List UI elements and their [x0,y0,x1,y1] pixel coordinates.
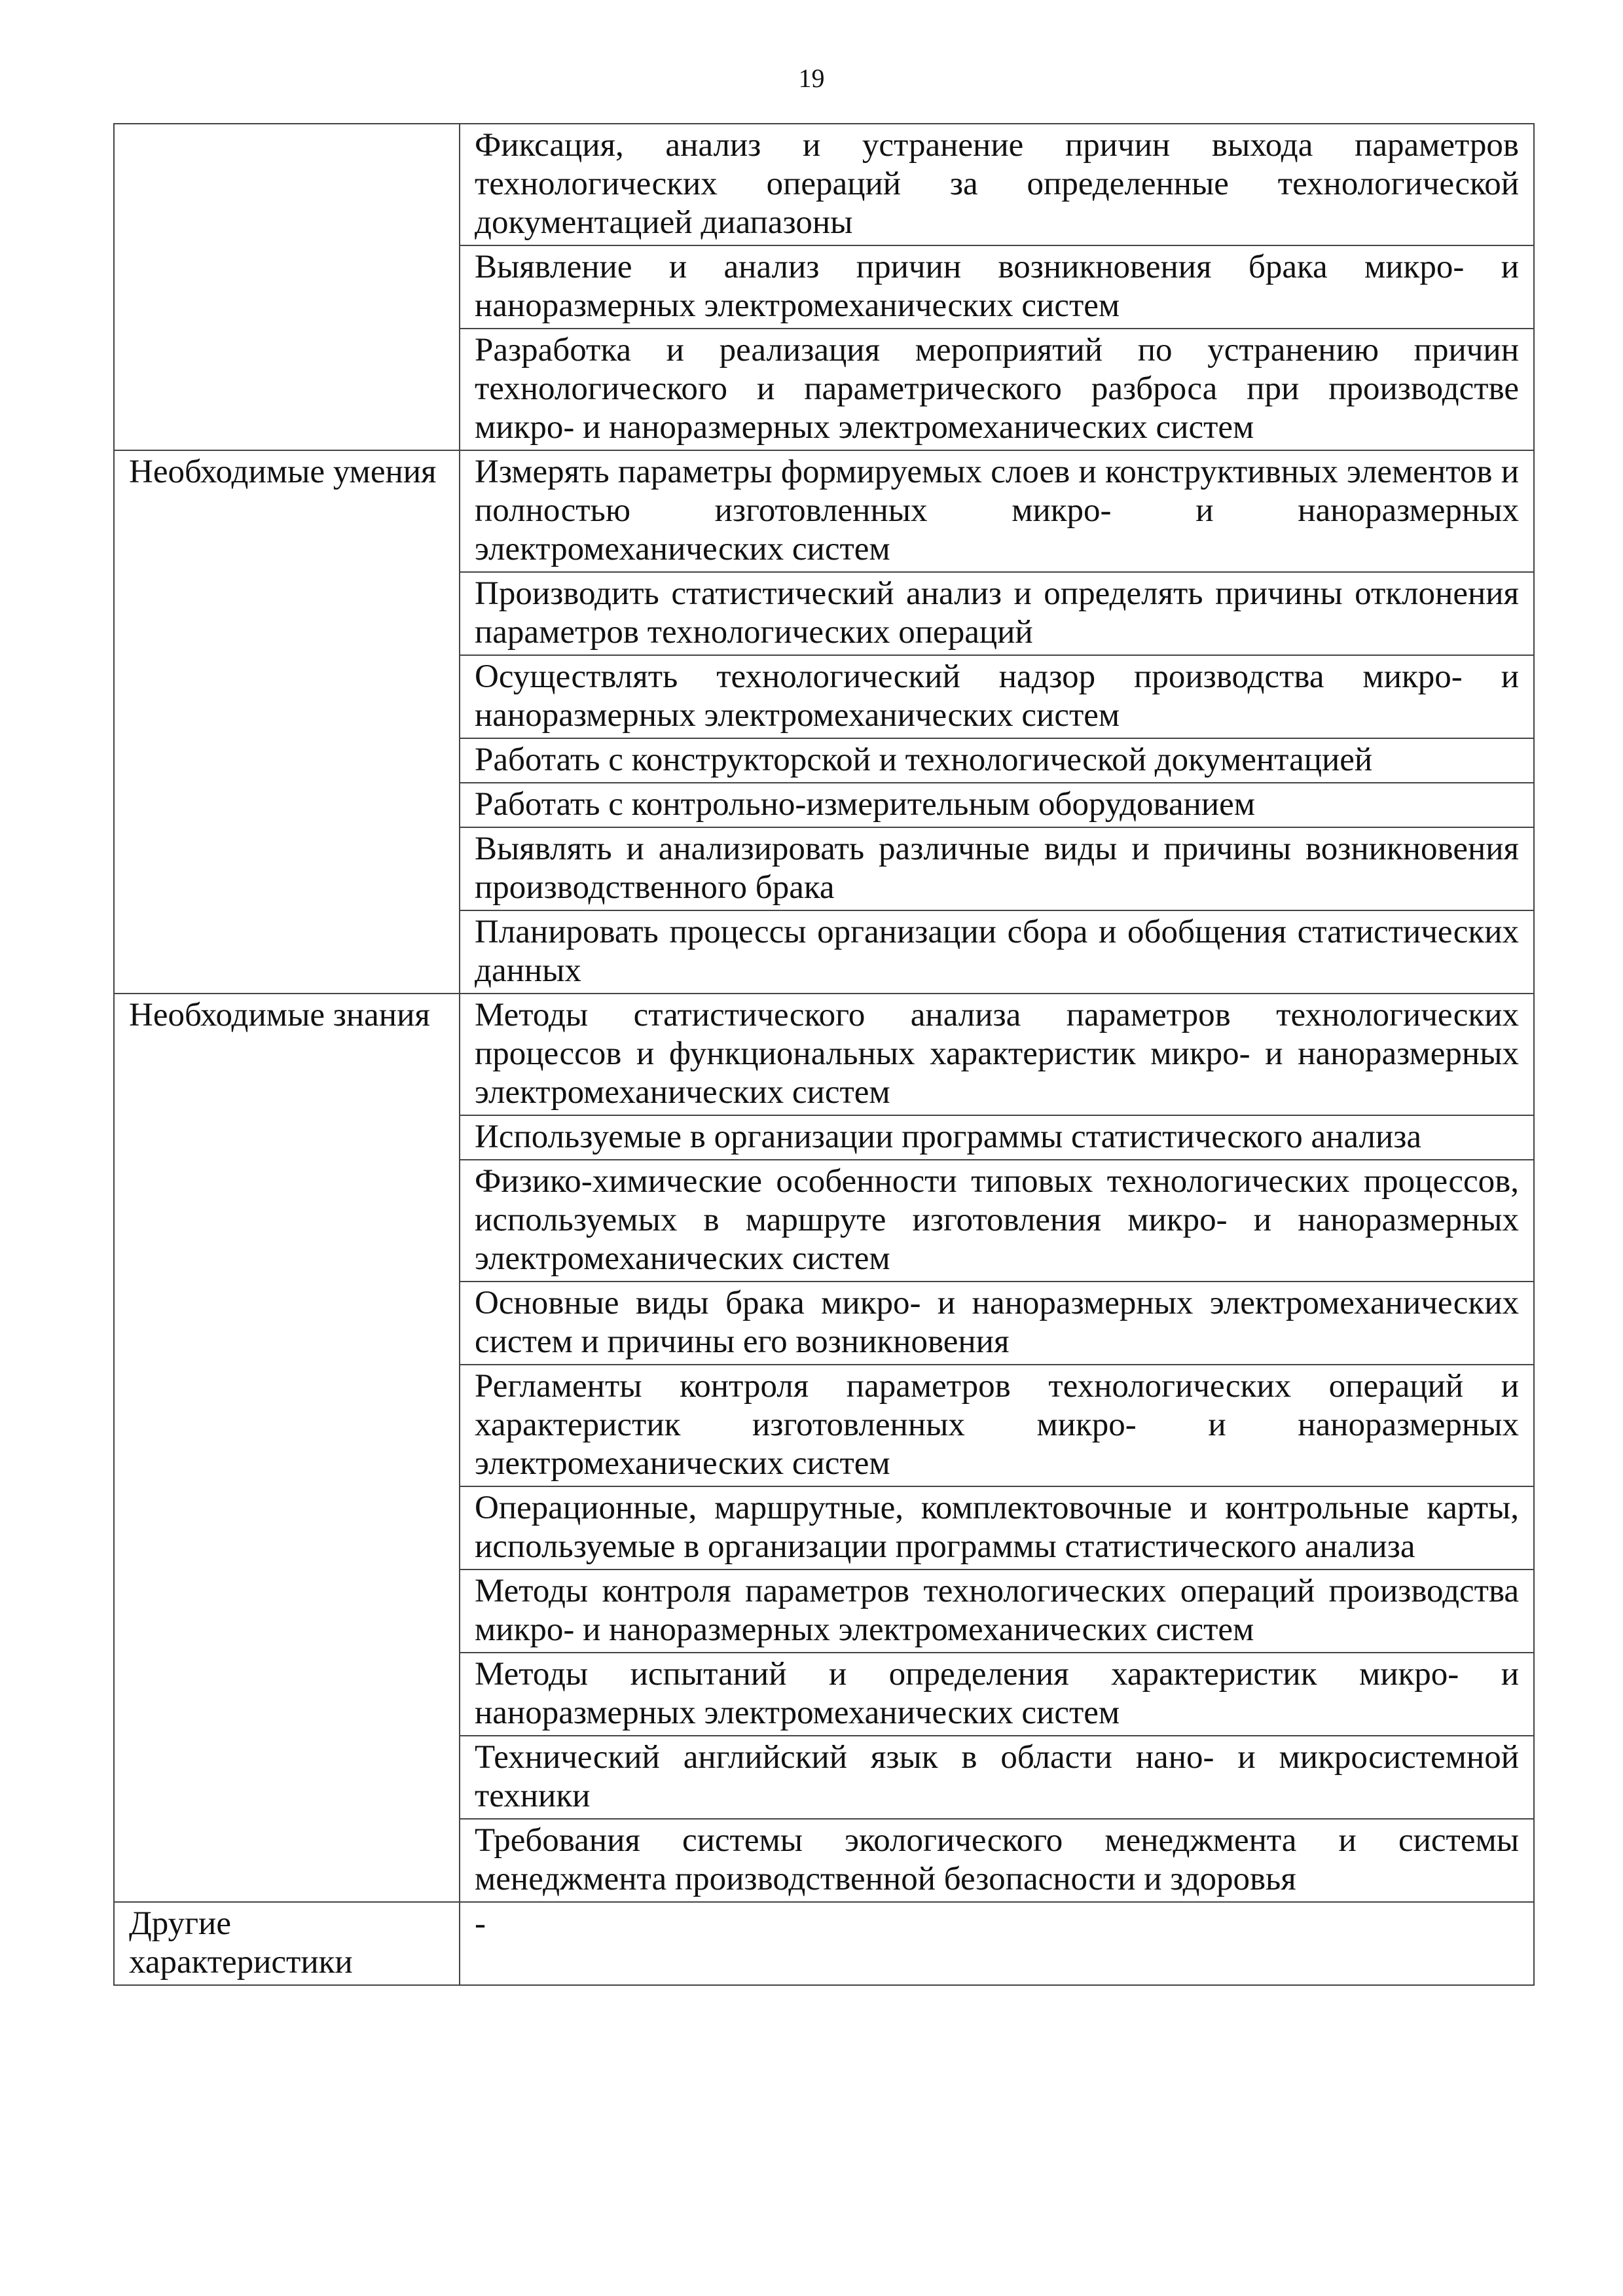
item-cell: Методы контроля параметров технологических операций производства микро- и наноразмерных электромеханических систем [460,1570,1534,1653]
item-cell: Физико-химические особенности типовых технологических процессов, используемых в маршруте изготовления микро- и наноразмерных электромеханических систем [460,1160,1534,1282]
item-cell: Разработка и реализация мероприятий по устранению причин технологического и параметрического разброса при производстве микро- и наноразмерных электромеханических систем [460,329,1534,450]
table-row [114,450,1534,572]
item-cell: Работать с контрольно-измерительным оборудованием [460,783,1534,827]
item-cell: Основные виды брака микро- и наноразмерных электромеханических систем и причины его возникновения [460,1282,1534,1365]
item-cell: Осуществлять технологический надзор производства микро- и наноразмерных электромеханических систем [460,655,1534,738]
item-cell: Технический английский язык в области нано- и микросистемной техники [460,1736,1534,1819]
table-row [114,1902,1534,1985]
item-cell: Выявление и анализ причин возникновения брака микро- и наноразмерных электромеханических систем [460,245,1534,329]
item-cell: Работать с конструкторской и технологической документацией [460,738,1534,783]
item-cell: Операционные, маршрутные, комплектовочные и контрольные карты, используемые в организации программы статистического анализа [460,1486,1534,1570]
item-cell: Регламенты контроля параметров технологических операций и характеристик изготовленных микро- и наноразмерных электромеханических систем [460,1365,1534,1486]
category-cell-other: Другие характеристики [114,1902,460,1985]
table-row [114,994,1534,1115]
page-number: 19 [798,63,825,93]
category-cell-skills: Необходимые умения [114,450,460,994]
item-cell: Производить статистический анализ и определять причины отклонения параметров технологических операций [460,572,1534,655]
item-cell: Планировать процессы организации сбора и обобщения статистических данных [460,910,1534,994]
item-cell: - [460,1902,1534,1985]
item-cell: Используемые в организации программы статистического анализа [460,1115,1534,1160]
category-cell-knowledge: Необходимые знания [114,994,460,1902]
item-cell: Фиксация, анализ и устранение причин выхода параметров технологических операций за определенные технологической документацией диапазоны [460,124,1534,245]
competency-table [113,123,1535,1986]
item-cell: Выявлять и анализировать различные виды и причины возникновения производственного брака [460,827,1534,910]
category-cell [114,124,460,450]
item-cell: Требования системы экологического менеджмента и системы менеджмента производственной безопасности и здоровья [460,1819,1534,1902]
item-cell: Методы испытаний и определения характеристик микро- и наноразмерных электромеханических систем [460,1653,1534,1736]
item-cell: Измерять параметры формируемых слоев и конструктивных элементов и полностью изготовленных микро- и наноразмерных электромеханических систем [460,450,1534,572]
item-cell: Методы статистического анализа параметров технологических процессов и функциональных характеристик микро- и наноразмерных электромеханических систем [460,994,1534,1115]
table-row [114,124,1534,245]
